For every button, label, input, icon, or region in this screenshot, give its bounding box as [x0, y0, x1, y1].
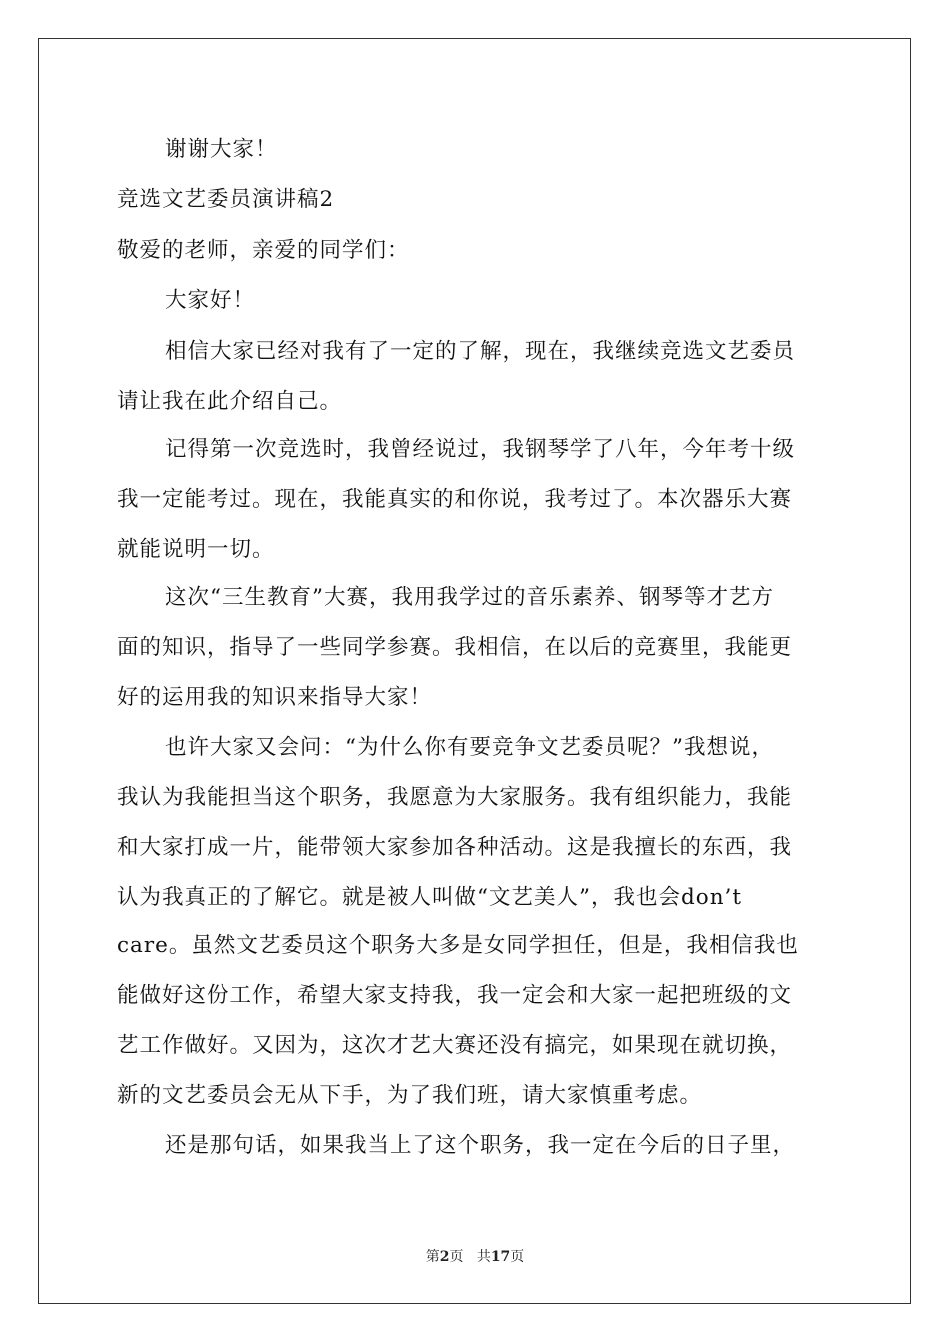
text-line: 记得第一次竞选时，我曾经说过，我钢琴学了八年，今年考十级: [165, 437, 796, 462]
page-number: 2: [439, 1249, 450, 1265]
total-pages: 17: [490, 1249, 511, 1265]
text-line: 和大家打成一片，能带领大家参加各种活动。这是我擅长的东西，我: [117, 835, 793, 860]
greeting: 大家好！: [165, 288, 256, 313]
text-line: 新的文艺委员会无从下手，为了我们班，请大家慎重考虑。: [117, 1083, 703, 1108]
section-title: 竞选文艺委员演讲稿2: [117, 187, 335, 212]
total-suffix: 页: [510, 1249, 525, 1265]
page-suffix: 页: [449, 1249, 464, 1265]
text-line: 还是那句话，如果我当上了这个职务，我一定在今后的日子里，: [165, 1133, 796, 1158]
text-line: 相信大家已经对我有了一定的了解，现在，我继续竞选文艺委员: [165, 339, 796, 364]
text-line: 这次“三生教育”大赛，我用我学过的音乐素养、钢琴等才艺方: [165, 585, 774, 610]
page-footer: [0, 1246, 950, 1266]
page-prefix: 第: [425, 1249, 440, 1265]
total-prefix: 共: [476, 1249, 491, 1265]
text-line: 也许大家又会问：“为什么你有要竞争文艺委员呢？”我想说，: [165, 735, 774, 760]
text-line: 面的知识，指导了一些同学参赛。我相信，在以后的竞赛里，我能更: [117, 635, 793, 660]
text-line: 请让我在此介绍自己。: [117, 389, 343, 414]
text-line: 艺工作做好。又因为，这次才艺大赛还没有搞完，如果现在就切换，: [117, 1033, 793, 1058]
text-line: care。虽然文艺委员这个职务大多是女同学担任，但是，我相信我也: [117, 933, 799, 958]
page-border: [38, 38, 911, 1304]
text-line: 认为我真正的了解它。就是被人叫做“文艺美人”，我也会don’t: [117, 885, 743, 910]
text-line: 谢谢大家！: [165, 137, 278, 162]
text-line: 我认为我能担当这个职务，我愿意为大家服务。我有组织能力，我能: [117, 785, 793, 810]
text-line: 能做好这份工作，希望大家支持我，我一定会和大家一起把班级的文: [117, 983, 793, 1008]
text-line: 好的运用我的知识来指导大家！: [117, 685, 433, 710]
text-line: 就能说明一切。: [117, 537, 275, 562]
text-line: 我一定能考过。现在，我能真实的和你说，我考过了。本次器乐大赛: [117, 487, 793, 512]
salutation: 敬爱的老师，亲爱的同学们：: [117, 238, 410, 263]
